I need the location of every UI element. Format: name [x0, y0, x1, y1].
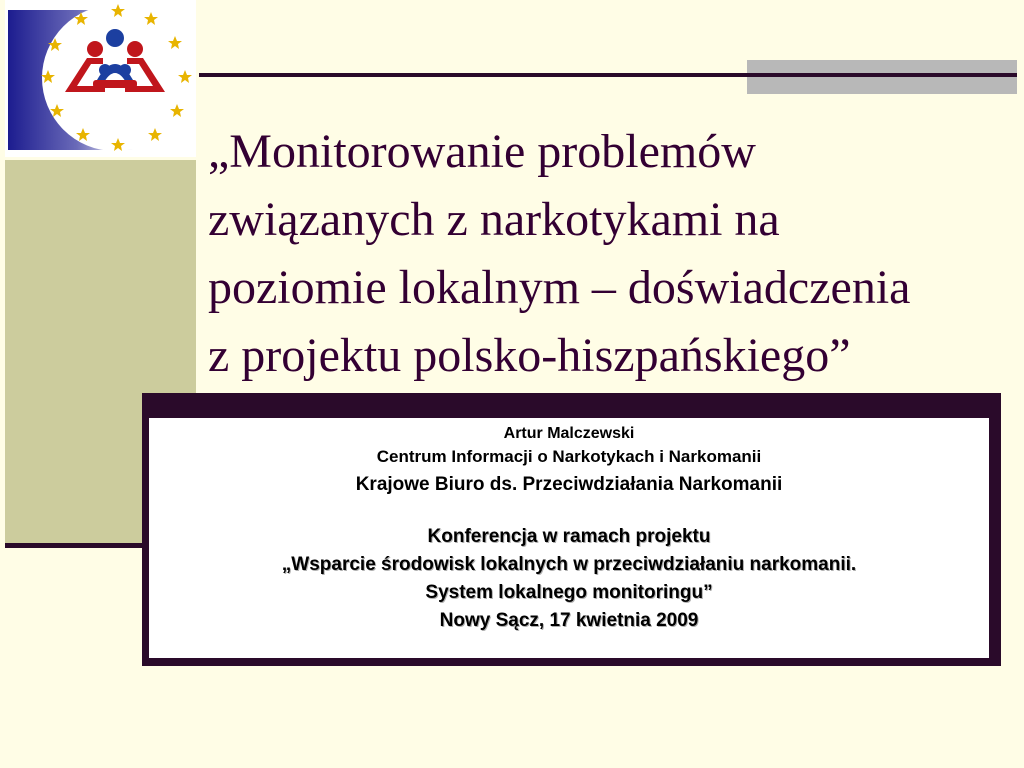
- conference-project-line: System lokalnego monitoringu”: [425, 582, 713, 603]
- title-line: z projektu polsko-hiszpańskiego”: [208, 329, 851, 382]
- organization-name: Centrum Informacji o Narkotykach i Narkomanii: [376, 447, 762, 466]
- bureau-name: Krajowe Biuro ds. Przeciwdziałania Narkomanii: [355, 474, 783, 495]
- info-box: [149, 418, 989, 658]
- logo-panel: [5, 0, 196, 157]
- top-rule-line: [199, 73, 1017, 77]
- title-line: związanych z narkotykami na: [208, 193, 780, 246]
- title-line: „Monitorowanie problemów: [208, 125, 756, 178]
- conference-details: [149, 523, 989, 635]
- title-line: poziomie lokalnym – doświadczenia: [208, 261, 911, 314]
- people-circle-logo-icon: [5, 0, 196, 157]
- logo-white-circle: [42, 5, 188, 151]
- conference-date-line: Nowy Sącz, 17 kwietnia 2009: [439, 610, 699, 631]
- conference-project-line: „Wsparcie środowisk lokalnych w przeciwdziałaniu narkomanii.: [281, 554, 857, 575]
- conference-line: Konferencja w ramach projektu: [427, 526, 711, 547]
- slide-title: [208, 118, 1018, 390]
- author-name: Artur Malczewski: [503, 425, 635, 442]
- gray-accent-bar: [747, 60, 1017, 94]
